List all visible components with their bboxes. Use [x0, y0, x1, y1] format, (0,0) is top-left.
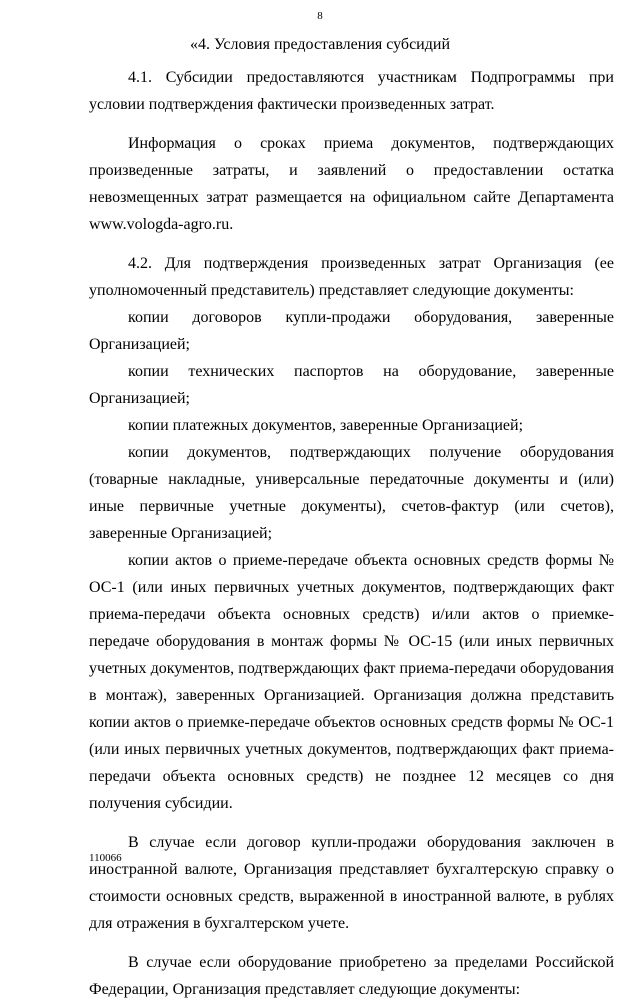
- document-code: 110066: [89, 852, 122, 864]
- list-item: копии технических паспортов на оборудование, заверенные Организацией;: [89, 363, 614, 407]
- document-body: [89, 64, 614, 1003]
- paragraph-foreign-currency: В случае если договор купли-продажи оборудования заключен в иностранной валюте, Организация представляет бухгалтерскую справку о стоимости основных средств, выраженной в иностранной валюте, в рублях для отражения в бухгалтерском учете.: [89, 834, 614, 932]
- list-item: копии договоров купли-продажи оборудования, заверенные Организацией;: [89, 309, 614, 353]
- page-number: 8: [317, 10, 323, 22]
- list-item: копии актов о приеме-передаче объекта основных средств формы № ОС-1 (или иных первичных учетных документов, подтверждающих факт приема-передачи объекта основных средств) и/или актов о приемке-передаче оборудования в монтаж формы № ОС-15 (или иных первичных учетных документов, подтверждающих факт приема-передачи оборудования в монтаж), заверенных Организацией. Организация должна представить копии актов о приемке-передаче объектов основных средств формы № ОС-1 (или иных первичных учетных документов, подтверждающих факт приема-передачи объекта основных средств) не позднее 12 месяцев со дня получения субсидии.: [89, 552, 614, 812]
- paragraph-info: Информация о сроках приема документов, подтверждающих произведенные затраты, и заявлений о предоставлении остатка невозмещенных затрат размещается на официальном сайте Департамента www.vologda-agro.ru.: [89, 135, 614, 233]
- paragraph-4-2: 4.2. Для подтверждения произведенных затрат Организация (ее уполномоченный представитель) представляет следующие документы:: [89, 255, 614, 299]
- list-item: копии документов, подтверждающих получение оборудования (товарные накладные, универсальные передаточные документы и (или) иные первичные учетные документы), счетов-фактур (или счетов), заверенные Организацией;: [89, 444, 614, 542]
- list-item: копии платежных документов, заверенные Организацией;: [128, 417, 524, 434]
- paragraph-4-1: 4.1. Субсидии предоставляются участникам Подпрограммы при условии подтверждения фактически произведенных затрат.: [89, 69, 614, 113]
- paragraph-foreign-purchase: В случае если оборудование приобретено за пределами Российской Федерации, Организация представляет следующие документы:: [89, 954, 614, 998]
- section-title: «4. Условия предоставления субсидий: [189, 36, 450, 53]
